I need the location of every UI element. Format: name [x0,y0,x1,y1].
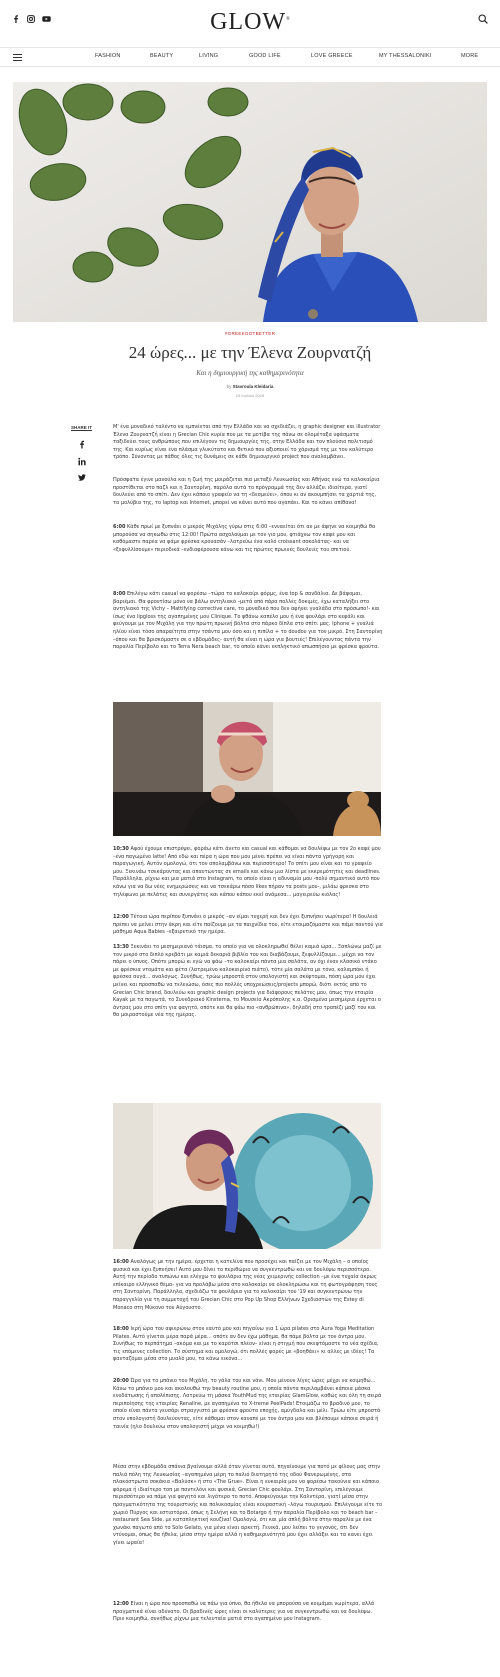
site-logo[interactable] [0,9,500,36]
time-label: 16:00 [113,1259,129,1265]
paragraph-midnight: 12:00 Είναι η ώρα που προσπαθώ να πάω για ύπνο, θα ήθελα να μπορούσα να κοιμάμαι νωρίτερα, αλλά πραγματικά είναι αδύνατο. Οι βραδινές ώρες είναι οι καλύτερες για να συγκεντρωθώ και να δουλέψω. Πριν κοιμηθώ, συνήθως ρίχνω μια τελευταία ματιά στο αγαπημένο μου Instagram. [113,1601,375,1623]
article-photo-2 [113,1103,381,1249]
paragraph-recent: Πρόσφατα έγινε μανούλα και η ζωή της μοιράζεται πια μεταξύ Λευκωσίας και Αθήνας ενώ τα καλοκαίρια προστίθεται στο παζλ και η Σαντορίνη, παρόλα αυτά το πρόγραμμά της δεν αλλάζει ιδιαίτερα, γιατί δουλεύει από το σπίτι. Δεν έχει κάποιο γραφείο να τη «δεσμεύει», όπου κι αν ακουμπήσει τα χαρτιά της, τα μολύβια της, το laptop και Internet, μπορεί να κάνει αυτό που αγαπάει. Και το κάνει απίθανα! [113,477,380,506]
logo-text: GLOW [210,9,287,35]
share-label: SHARE IT [71,425,93,430]
time-label: 12:00 [113,1601,129,1607]
search-icon[interactable] [478,14,488,24]
main-nav [0,47,500,67]
nav-item-more[interactable]: MORE [461,53,479,59]
nav-item-fashion[interactable]: FASHION [95,53,121,59]
publish-date: 19 Ιουλίου 2018 [235,393,265,398]
article-photo-1 [113,702,381,836]
nav-item-love-greece[interactable]: LOVE GREECE [311,53,353,59]
time-label: 13:30 [113,944,129,950]
paragraph-1330: 13:30 Ξεκινάει το μεσημεριανό τάισμα, το οποίο για να ολοκληρωθεί θέλει καμιά ώρα... Ξαπλώνω μαζί με τον μικρό στο διπλό κρεβάτι με καμιά δεκαριά βιβλία του και διαβάζουμε, ξεφυλλίζουμε... μέχρι να τον πάρει ο ύπνος. Οπότε μπορώ κι εγώ να φάω –το καλοκαίρι πάντα μια σαλάτα, αν όχι έναν κλασικό ντάκο με φρέσκια ντομάτα και φέτα (λατρεμένο καλοκαιρινό πιάτο), τότε μία σαλάτα με τόνο, καλαμπόκι ή φρέσκα αυγά... αναλόγως. Συνήθως, τρώω μπροστά στον υπολογιστή και σκέφτομαι, πόση ώρα μου έχει μείνει και προσπαθώ να τελειώσω, όσες πιο πολλές υποχρεώσεις/projects μπορώ, διότι εκτός από το Grecian Chic brand, δουλεύω και graphic design projects για διάφορους πελάτες μου, όπως την εταιρία Kayak με τα παγωτά, το Συνεδριακό Kinsterna, το Μουσείο Ακρόπολης κ.α. Ορισμένα μεσημέρια έρχεται ο άντρας μου στο σπίτι για φαγητό, οπότε και θα φάω πιο «ανθρώπινα», δηλαδή στο τραπέζι μαζί του και θα μοιραστούμε νέα της ημέρας. [113,944,382,1019]
byline [0,384,500,389]
nav-item-good-life[interactable]: GOOD LIFE [249,53,281,59]
nav-item-living[interactable]: LIVING [199,53,219,59]
nav-item-beauty[interactable]: BEAUTY [150,53,174,59]
paragraph-2000: 20:00 Ώρα για το μπάνιο του Μιχάλη, το γάλα του και νάνι. Μου μένουν λίγες ώρες μέχρι να κοιμηθώ... Κάνω το μπάνιο μου και ακολουθώ την beauty routine μου, η οποία πάντα περιλαμβάνει κάποια μάσκα ενυδάτωσης ή απολέπισης. Λατρεύω τη μάσκα YouthMud της εταιρίας GlamGlow, καθώς και όλη τη σειρά περιποίησης της εταιρίας Renaline, με αγαπημένα τα X-treme PeelPads! Ετοιμάζω το βραδινό μου, το οποίο είναι πάντα γευσάρι στραγγιστό με φρέσκα φρούτα εποχής, αμύγδαλα και μέλι. Τρώω είτε μπροστά στον υπολογιστή δουλεύοντας, είτε κάθομαι στον καναπέ με τον άντρα μου και βλέπουμε κάποια σειρά ή ταινία (η/ιο δουλεύω στον υπολογιστή μέχρι να κοιμηθώ!) [113,1378,382,1430]
paragraph-1030: 10:30 Αφού έχουμε επιστρέψει, φοράω κάτι άνετο και casual και κάθομαι να δουλέψω με τον 2ο καφέ μου –ένα παγωμένο latte! Από εδώ και πέρα η ώρα που μου μένει πρέπει να είναι πάντα γρήγορη και παραγωγική. Αυτόν ομολογώ, ότι τον απολαμβάνω και περισσότερο! Το σπίτι μου είναι και το γραφείο μου. Ξεκινάω τσεκάροντας και απαντώντας σε emails και κάνω μια λίστα με εκκρεμότητες και deadlines. Παράλληλα, ρίχνω και μια ματιά στο Instagram, το οποίο είναι η αδυναμία μου -πολύ σημαντικό αυτό που κάνω για να δω νέες ενημερώσεις και να τσεκάρω πόσο likes πήραν τα posts μου-, μιλάω φρεσκα στο τηλέφωνο με πελάτες και συνεργάτες και κάπου κάπου εκεί ανάμεσα... μαγειρεύω κιόλας! [113,846,381,898]
author-name[interactable]: Stavroula Kleidaria [232,384,274,389]
time-label: 12:00 [113,914,129,920]
article-subtitle: Και η δημιουργική της καθημερινότητα [196,369,304,377]
byline-prefix: by [226,384,232,389]
paragraph-0800: 8:00 Επιλέγω κάτι casual να φορέσω –τώρα το καλοκαίρι φόρμς, ένα top & σανδάλια. Δε βάφομαι, βαριέμαι. Θα φροντίσω μόνο να βάλω αντηλιακό –μετά από πάρα πολλές δοκιμές, έχω καταλήξει στο αντηλιακό της Vichy – Mattifying corrective care, το μοναδικό που δεν αφήνει γυαλάδα στο πρόσωπο!- και ίσως ένα lipgloss της αγαπημένης μου Clinique. Το φθάνω καπέλο μου ή ένα φουλάρι στο κεφάλι και φεύγουμε με τον Μιχάλη για την πρώτη πρωινή βόλτα στο πάρκο δίπλα στο σπίτι μας. Iphone + γυαλιά ηλίου είναι τόσο απαραίτητα στην τσάντα μου όσο και η πιπίλα + το dουdου για τον μικρό. Στη Σαντορίνη –όπου και θα βρισκόμαστε σε ο εβδομάδες- αυτή θα είναι η ώρα για βουτιές! Επιλέγουντας πάντα την παραλία Περίβολο και το Terra Nera beach bar, το οποίο κάνει εκπληκτικό απωσπήσιο με φρέσκα φρούτα. [113,591,383,651]
top-bar [0,0,500,44]
article-title: 24 ώρες... με την Έλενα Ζουρνατζή [128,343,372,362]
nav-item-my-thessaloniki[interactable]: MY THESSALONIKI [379,53,432,59]
paragraph-1800: 18:00 Ιερή ώρα του αφιερώνω στον εαυτό μου και πηγαίνω για 1 ώρα pilates στο Aura Yoga Meditation Pilates. Αυτό γίνεται μέρα παρά μέρα... οπότε αν δεν έχω μάθημα, θα πάμε βόλτα με τον άντρα μου. Συνήθως το περπάτημα –ακόμα και με το καρότσι πλέον– είναι η στιγμή που σκεφτόμαστε τα νέα σχέδια, τις επόμενες collection. Το σύστημα και ομολογώ, ότι πολλές φορές με «βοηθάει» κι αλλες με ιδέες! Τα φανταζόμαι μέσα στο μυαλό μου, τα κάνω εικόνα... [113,1326,379,1363]
time-label: 18:00 [113,1326,129,1332]
hero-image [13,82,487,322]
article-category[interactable]: #GREEKGOTBETTER [224,331,276,336]
paragraph-0600: 6:00 Κάθε πρωί με ξυπνάει ο μικρός Μιχάλης γύρω στις 6:00 –ενναείται ότι αν με άφηνε να κοιμηθώ θα μπορούσα να σηκωθώ στις 12:00! Πρώτα ασχολούμαι με τον γιο μου, φτιάχνω τον καφέ μου και καθόμαστε παρέα να φάμε φρέσκα κρουασάν –λατρεύω ένα καλό croissant σοκολάτας- και να «ξεφυλλίσουμε» περιοδικά –ενδιαφέρουσα κάνω και τις πρώτες πρωινές δουλειές του σπιτιού. [113,524,376,553]
time-label: 10:30 [113,846,129,852]
time-label: 20:00 [113,1378,129,1384]
twitter-share-icon[interactable] [78,473,86,482]
facebook-share-icon[interactable] [78,440,86,449]
paragraph-evenings: Μέσα στην εβδομάδα σπάνια βγαίνουμε αλλά όταν γίνεται αυτό, πηγαίνουμε για ποτό με φίλους μας στην παλιά πόλη της Λευκωσίας –αγαπημένα μέρη το παλιό διατηρητό της οδού Φανερωμένης, στα πλακόστρωτα σοκάκια «Βαλύσκ» ή στο «The Grue». Είναι η ευκαιρία μου να φορέσω τακούνια και κάποιο φόρεμα ή ιδιαίτερο τοπ με παντελόνι και φυσικά, Grecian Chic φουλάρι. Στη Σαντορίνη, επιλέγουμε περισσότερο να πάμε για φαγητό και λιγότερο το ποτό. Αποφεύγουμε την Καλντέρα, γιατί μέσα στην πραγματικότητα της τουριστικής και πολυκοσμίας είναι κουραστική –λόγω τουρισμού. Επιλέγουμε είτε το χωριό Πύργος και εστιατόρια, όπως η Σελήνη και το Botargo ή την παραλία Περίβολο και το beach bar – restaurant Sea Side, με καταπληκτική κουζίνα! Ομολογώ, ότι και μία απλή βόλτα στην παραλία με ένα χωνάκι παγωτό από το Solo Gelato, για μένα είναι αρκετή. Γενικά, μου λείπει το γεγονός, ότι δεν ντύνομαι, όπως θα ήθελα, μέσα στην ημέρα αλλά η καθημερινότητά μου έχει αλλάξει και τα κανει έχει γίνει ωραία! [113,1464,382,1546]
linkedin-share-icon[interactable] [78,457,86,466]
paragraph-intro: Μ' ένα μοναδικό ταλέντο να εμπνέεται από την Ελλάδα και να σχεδιάζει, η graphic designer και illustrator Έλενα Ζουρνατζή είναι η Grecian Chic κυρία που με τα μοτίβα της πάνω σε ολομέταξα υφάσματα ταξιδεύει τους ανθρώπους που επιλέγουν τις δημιουργίες της, στην Ελλάδα και τον πλούσιο πολιτισμό της. Και κυρίως είναι ένα πλάσμα γλυκύτατο και θετικό που αξιοποιεί το χάρισμά της με τον καλύτερο τρόπο. Σύνοντας με πάθος όλες τις δυνάμεις σε κάθε δημιουργικό project που αναλαμβάνει. [113,424,381,461]
logo-mark: ® [286,17,290,22]
hamburger-menu-icon[interactable] [13,54,22,61]
paragraph-1600: 16:00 Αναλόγως με την ημέρα, έρχεται η κατελίνα που προσέχει και παίζει με τον Μιχάλη – ο οποίος φυσικά και έχει ξυπνήσει! Αυτό μου δίνει το περιθώριο να συγκεντρωθώ και να δουλέψω περισσότερο. Αυτή την περίοδο τυπώνω και ελέγχω το φουλάρια της νέας χειμερινής collection –με ένα τυχαία άκρως επίκαιρο ελληνικό θέμα- για να προλάβω μέσα στο καλοκαίρι να ολοκληρώσω και τη φωτογράφηση τους στη Σαντορίνη. Παράλληλα, σχεδιάζω τα φουλάρια για το καλοκαίρι του '19 και συγκεντρώνω την παραγγελία για τη συμμετοχή του Grecian Chic στο Pop Up Shop Ελλήνων Σχεδιαστών της Estey di Monaco στη Μύκονο τον Αύγουστο. [113,1259,378,1311]
time-label: 8:00 [113,591,126,597]
paragraph-1200: 12:00 Τέτοια ώρα περίπου ξυπνάει ο μικρός –αν είμαι τυχερή και δεν έχει ξυπνήσει νωρίτερα! Η δουλειά πρέπει να μείνει στην άκρη και είτε παίζουμε με τα παιχνίδια του, είτε ετοιμαζόμαστε και πάμε παντού για μάθημα Aqua Babies –εξαιρετικό την ημέρα. [113,914,383,936]
time-label: 6:00 [113,524,126,530]
